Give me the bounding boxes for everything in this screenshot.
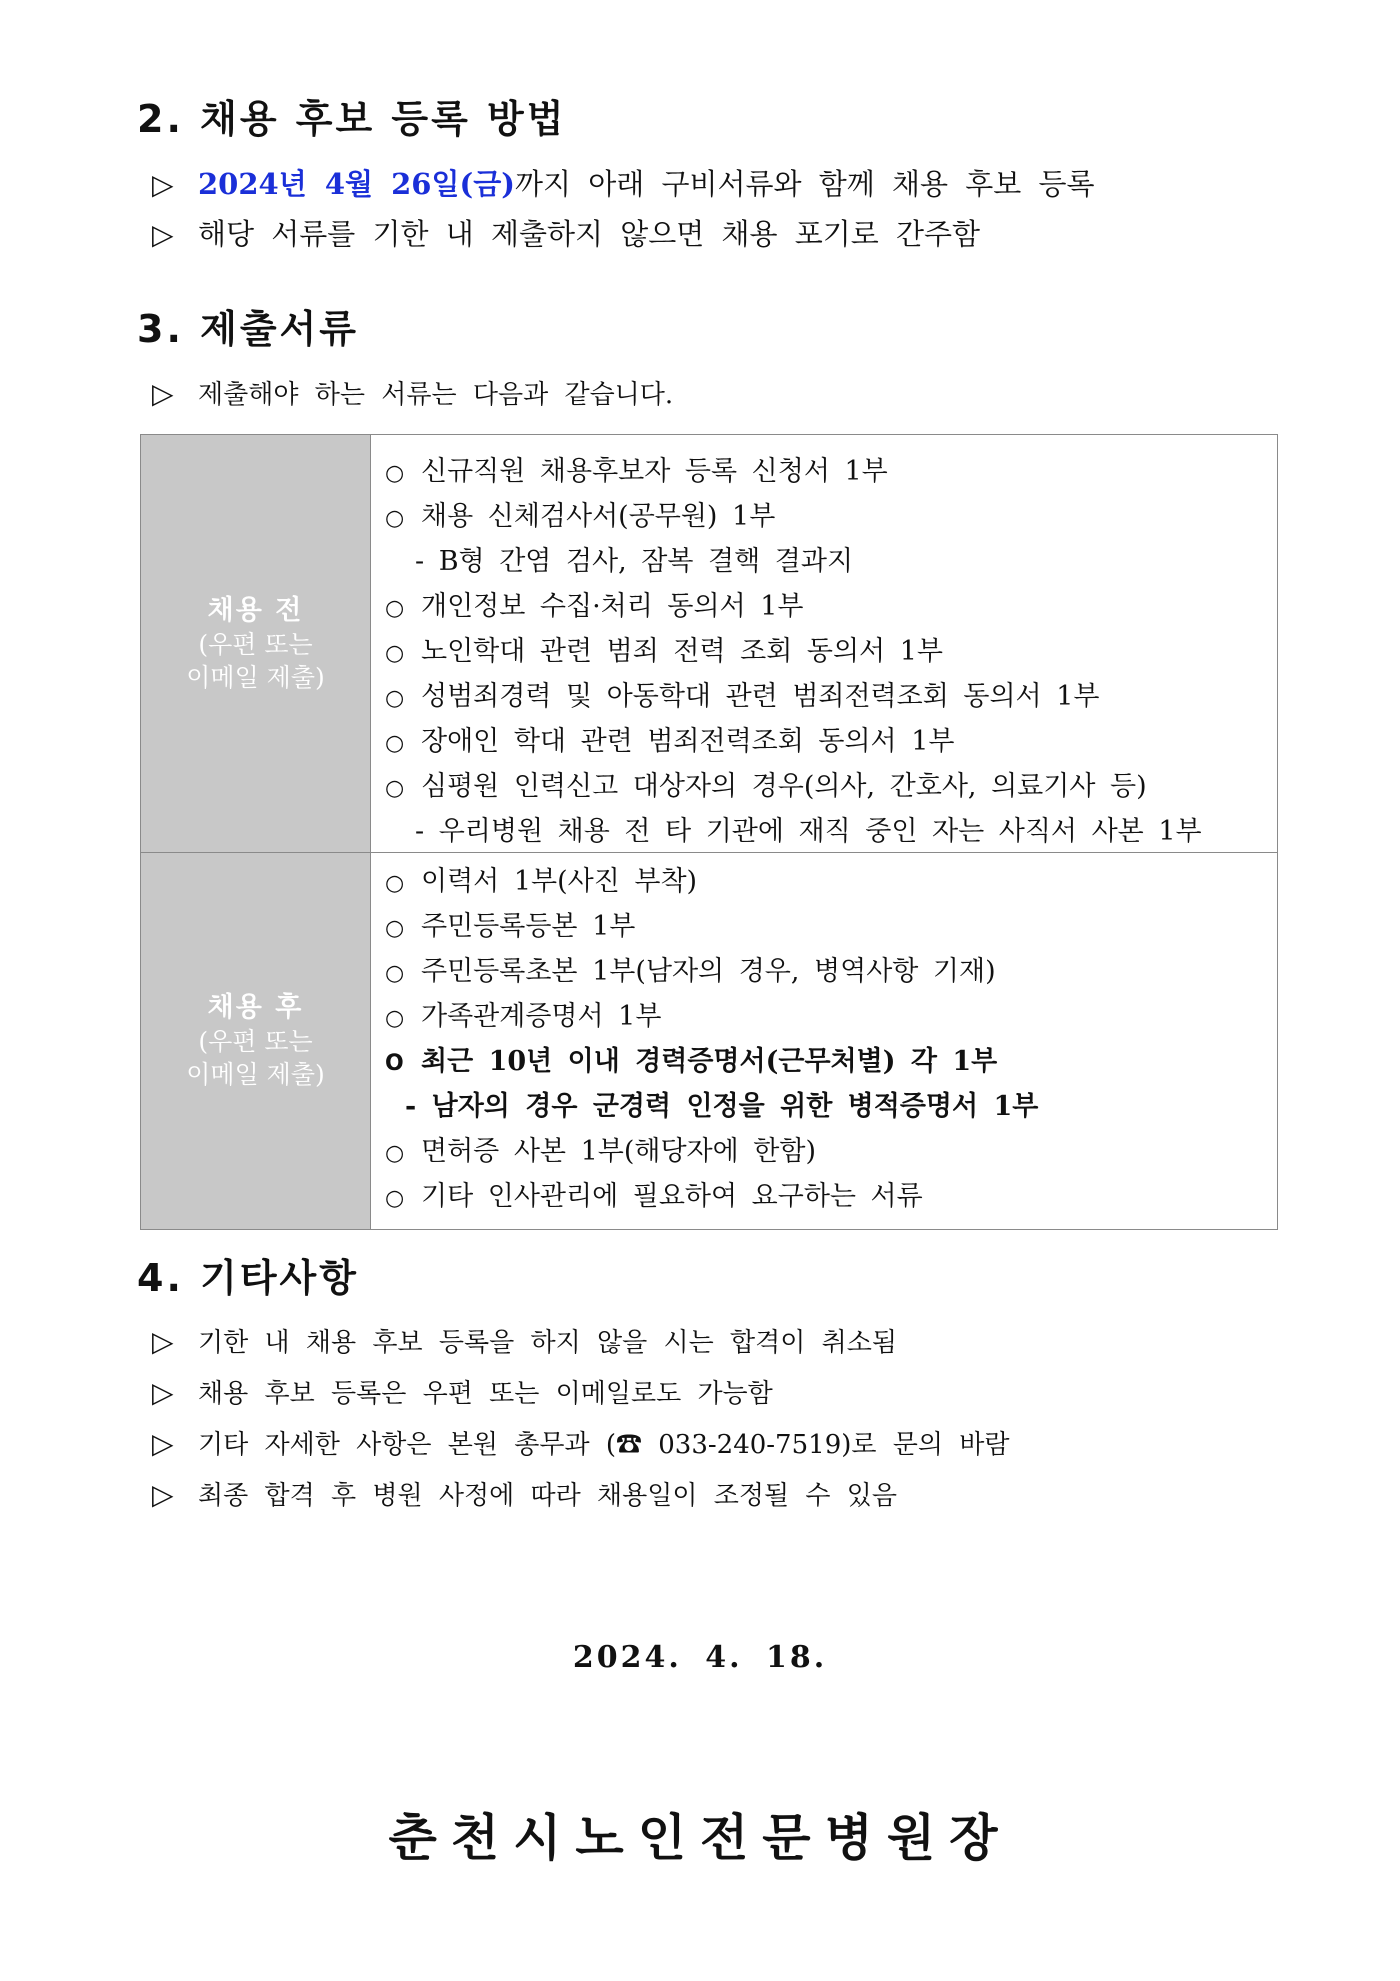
- note-line: [152, 1322, 897, 1363]
- section-title-other-notes: 4. 기타사항: [137, 1256, 359, 1300]
- row-header-title: 채용 후: [207, 992, 304, 1023]
- note-text: 기한 내 채용 후보 등록을 하지 않을 시는 합격이 취소됨: [198, 1328, 897, 1358]
- circle-bullet-icon: ○: [385, 731, 405, 756]
- list-item-text: 개인정보 수집·처리 동의서 1부: [421, 591, 804, 622]
- list-item-text: 신규직원 채용후보자 등록 신청서 1부: [421, 456, 888, 487]
- circle-bullet-icon: ○: [385, 1186, 405, 1211]
- list-item: [371, 539, 1277, 584]
- list-item: [371, 584, 1277, 629]
- list-item-text: - 우리병원 채용 전 타 기관에 재직 중인 자는 사직서 사본 1부: [415, 816, 1202, 847]
- forfeit-notice-line: [152, 214, 980, 255]
- circle-bullet-icon: ○: [385, 641, 405, 666]
- list-item: [371, 629, 1277, 674]
- list-item-text: 기타 인사관리에 필요하여 요구하는 서류: [421, 1181, 923, 1212]
- note-line: [152, 1424, 1009, 1465]
- list-item-text: 장애인 학대 관련 범죄전력조회 동의서 1부: [421, 726, 955, 757]
- section-title-registration-method: 2. 채용 후보 등록 방법: [137, 97, 567, 141]
- table-row: [141, 853, 1277, 1229]
- circle-bullet-icon: ○: [385, 686, 405, 711]
- deadline-date: 2024년 4월 26일(금): [198, 167, 515, 201]
- list-item: [371, 949, 1277, 994]
- list-item-text: 심평원 인력신고 대상자의 경우(의사, 간호사, 의료기사 등): [421, 771, 1147, 802]
- table-row: [141, 435, 1277, 853]
- document-list-after-hiring: [371, 853, 1277, 1219]
- note-line: [152, 1475, 897, 1516]
- list-item: [371, 764, 1277, 809]
- deadline-text: 까지 아래 구비서류와 함께 채용 후보 등록: [514, 167, 1095, 201]
- list-item-text: 면허증 사본 1부(해당자에 한함): [421, 1136, 816, 1167]
- registration-deadline-line: [152, 164, 1095, 205]
- triangle-right-icon: ▷: [152, 1376, 174, 1409]
- circle-bullet-icon: ○: [385, 1141, 405, 1166]
- documents-intro-line: [152, 374, 673, 415]
- triangle-right-icon: ▷: [152, 168, 174, 201]
- list-item: [371, 1084, 1277, 1129]
- note-line: [152, 1373, 773, 1414]
- list-item: [371, 994, 1277, 1039]
- circle-bullet-icon: ○: [385, 776, 405, 801]
- triangle-right-icon: ▷: [152, 1478, 174, 1511]
- circle-bullet-icon: ○: [385, 961, 405, 986]
- list-item-text: 최근 10년 이내 경력증명서(근무처별) 각 1부: [421, 1046, 998, 1077]
- section-title-required-documents: 3. 제출서류: [137, 307, 359, 351]
- forfeit-notice-text: 해당 서류를 기한 내 제출하지 않으면 채용 포기로 간주함: [198, 217, 981, 251]
- document-date: 2024. 4. 18.: [572, 1640, 828, 1675]
- list-item-text: 노인학대 관련 범죄 전력 조회 동의서 1부: [421, 636, 943, 667]
- row-header-subtitle: (우편 또는: [198, 1027, 313, 1056]
- list-item-text: 주민등록초본 1부(남자의 경우, 병역사항 기재): [421, 956, 996, 987]
- list-item-text: - B형 간염 검사, 잠복 결핵 결과지: [415, 546, 854, 577]
- row-header-subtitle: (우편 또는: [198, 629, 313, 659]
- triangle-right-icon: ▷: [152, 377, 174, 410]
- note-text: 채용 후보 등록은 우편 또는 이메일로도 가능함: [198, 1379, 773, 1409]
- list-item: [371, 1039, 1277, 1084]
- circle-bullet-icon: ○: [385, 461, 405, 486]
- required-documents-table: [140, 434, 1278, 1230]
- list-item: [371, 1174, 1277, 1219]
- row-header-subtitle: 이메일 제출): [186, 1060, 325, 1089]
- list-item: [371, 494, 1277, 539]
- circle-bullet-icon: ○: [385, 1006, 405, 1031]
- row-header-title: 채용 전: [207, 594, 304, 626]
- note-text: 최종 합격 후 병원 사정에 따라 채용일이 조정될 수 있음: [198, 1481, 897, 1511]
- list-item-text: - 남자의 경우 군경력 인정을 위한 병적증명서 1부: [405, 1091, 1039, 1122]
- list-item-text: 채용 신체검사서(공무원) 1부: [421, 501, 776, 532]
- triangle-right-icon: ▷: [152, 1325, 174, 1358]
- row-header-after-hiring: [141, 853, 371, 1229]
- row-header-subtitle: 이메일 제출): [186, 662, 325, 692]
- list-item: [371, 674, 1277, 719]
- list-item: [371, 719, 1277, 764]
- issuer-signature: 춘천시노인전문병원장: [388, 1809, 1012, 1867]
- list-item-text: 성범죄경력 및 아동학대 관련 범죄전력조회 동의서 1부: [421, 681, 1100, 712]
- list-item-text: 주민등록등본 1부: [421, 911, 636, 942]
- list-item: [371, 1129, 1277, 1174]
- list-item: [371, 449, 1277, 494]
- document-list-before-hiring: [371, 435, 1277, 854]
- circle-bullet-icon: ○: [385, 596, 405, 621]
- list-item: [371, 809, 1277, 854]
- circle-bullet-icon: O: [385, 1051, 404, 1076]
- circle-bullet-icon: ○: [385, 506, 405, 531]
- triangle-right-icon: ▷: [152, 1427, 174, 1460]
- list-item-text: 가족관계증명서 1부: [421, 1001, 662, 1032]
- list-item: [371, 859, 1277, 904]
- circle-bullet-icon: ○: [385, 916, 405, 941]
- row-header-before-hiring: [141, 435, 371, 852]
- list-item: [371, 904, 1277, 949]
- documents-intro-text: 제출해야 하는 서류는 다음과 같습니다.: [198, 380, 674, 410]
- triangle-right-icon: ▷: [152, 218, 174, 251]
- list-item-text: 이력서 1부(사진 부착): [421, 866, 698, 897]
- note-text: 기타 자세한 사항은 본원 총무과 (☎ 033-240-7519)로 문의 바람: [198, 1430, 1010, 1460]
- circle-bullet-icon: ○: [385, 871, 405, 896]
